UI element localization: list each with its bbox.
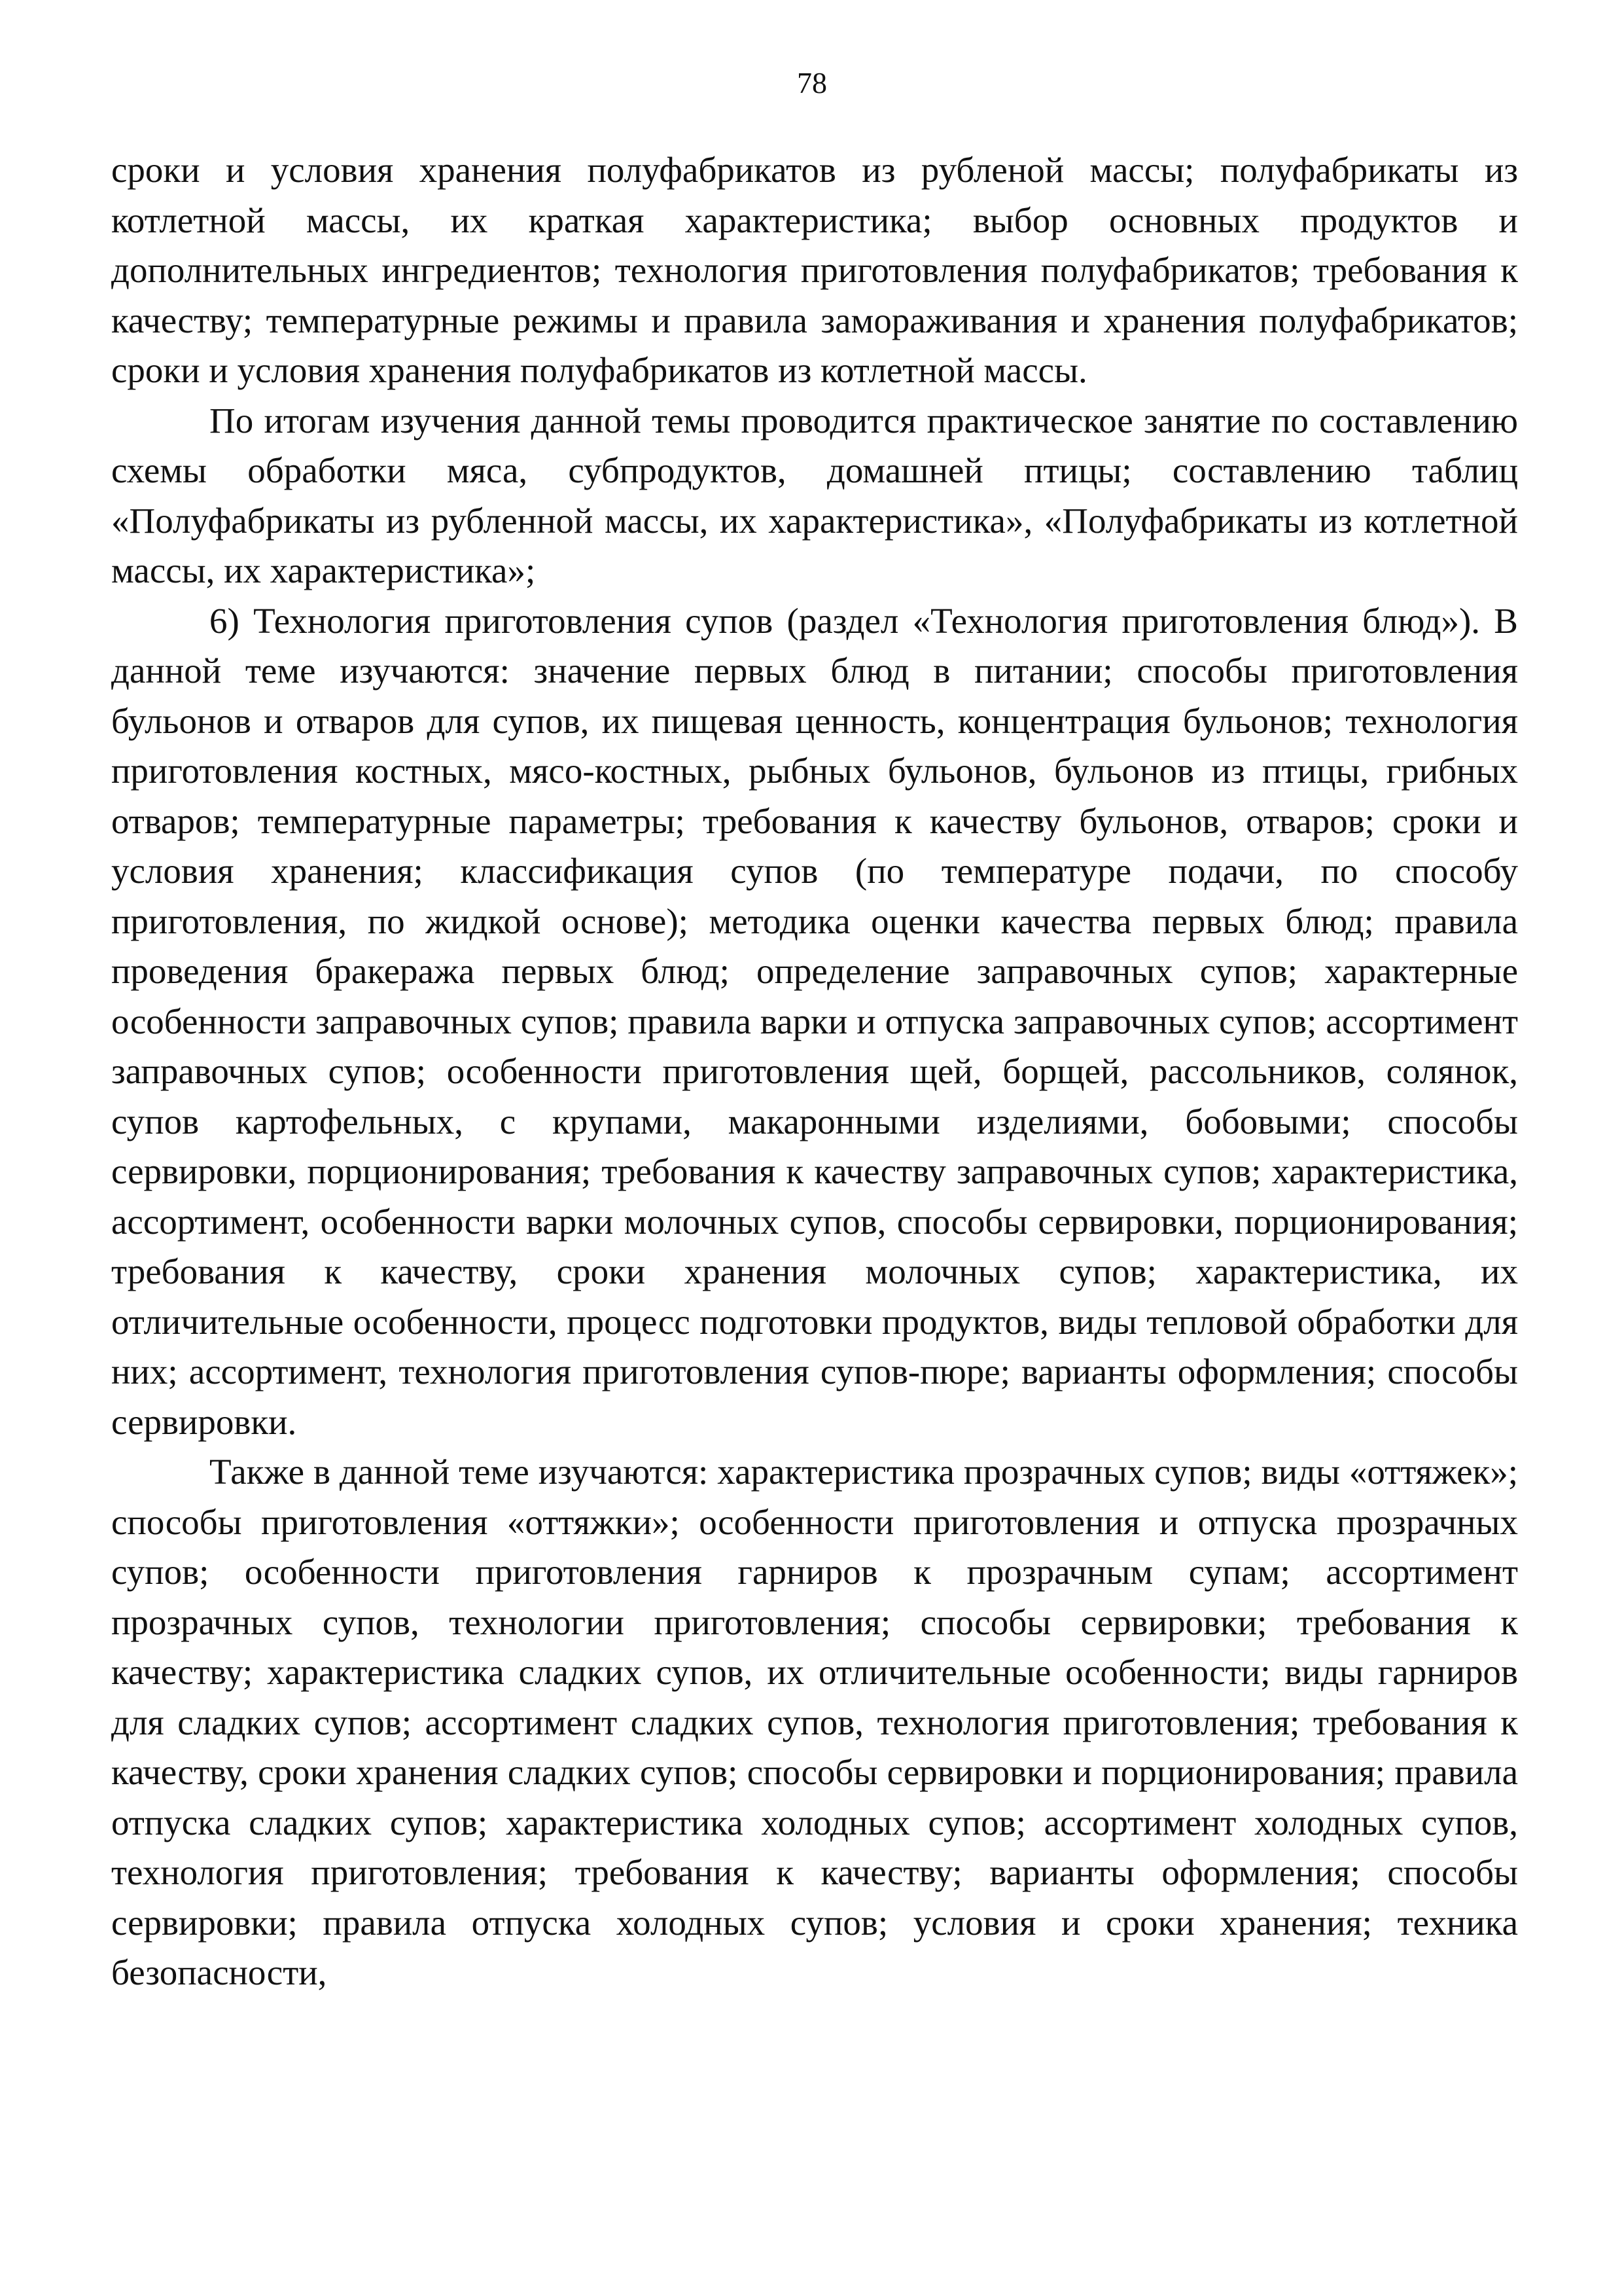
paragraph-2: По итогам изучения данной темы проводится практическое занятие по составлению схемы обработки мяса, субпродуктов, домашней птицы; составлению таблиц «Полуфабрикаты из рубленной массы, их характеристика», «Полуфабрикаты из котлетной массы, их характеристика»; (111, 400, 1518, 590)
paragraph-1: сроки и условия хранения полуфабрикатов из рубленой массы; полуфабрикаты из котлетной массы, их краткая характеристика; выбор основных продуктов и дополнительных ингредиентов; технология приготовления полуфабрикатов; требования к качеству; температурные режимы и правила замораживания и хранения полуфабрикатов; сроки и условия хранения полуфабрикатов из котлетной массы. (111, 150, 1518, 390)
paragraph-4: Также в данной теме изучаются: характеристика прозрачных супов; виды «оттяжек»; способы приготовления «оттяжки»; особенности приготовления и отпуска прозрачных супов; особенности приготовления гарниров к прозрачным супам; ассортимент прозрачных супов, технологии приготовления; способы сервировки; требования к качеству; характеристика сладких супов, их отличительные особенности; виды гарниров для сладких супов; ассортимент сладких супов, технология приготовления; требования к качеству, сроки хранения сладких супов; способы сервировки и порционирования; правила отпуска сладких супов; характеристика холодных супов; ассортимент холодных супов, технология приготовления; требования к качеству; варианты оформления; способы сервировки; правила отпуска холодных супов; условия и сроки хранения; техника безопасности, (111, 1452, 1518, 1992)
document-body (111, 145, 1518, 1998)
paragraph-3: 6) Технология приготовления супов (раздел «Технология приготовления блюд»). В данной теме изучаются: значение первых блюд в питании; способы приготовления бульонов и отваров для супов, их пищевая ценность, концентрация бульонов; технология приготовления костных, мясо-костных, рыбных бульонов, бульонов из птицы, грибных отваров; температурные параметры; требования к качеству бульонов, отваров; сроки и условия хранения; классификация супов (по температуре подачи, по способу приготовления, по жидкой основе); методика оценки качества первых блюд; правила проведения бракеража первых блюд; определение заправочных супов; характерные особенности заправочных супов; правила варки и отпуска заправочных супов; ассортимент заправочных супов; особенности приготовления щей, борщей, рассольников, солянок, супов картофельных, с крупами, макаронными изделиями, бобовыми; способы сервировки, порционирования; требования к качеству заправочных супов; характеристика, ассортимент, особенности варки молочных супов, способы сервировки, порционирования; требования к качеству, сроки хранения молочных супов; характеристика, их отличительные особенности, процесс подготовки продуктов, виды тепловой обработки для них; ассортимент, технология приготовления супов-пюре; варианты оформления; способы сервировки. (111, 600, 1518, 1442)
page-number: 78 (797, 66, 827, 99)
